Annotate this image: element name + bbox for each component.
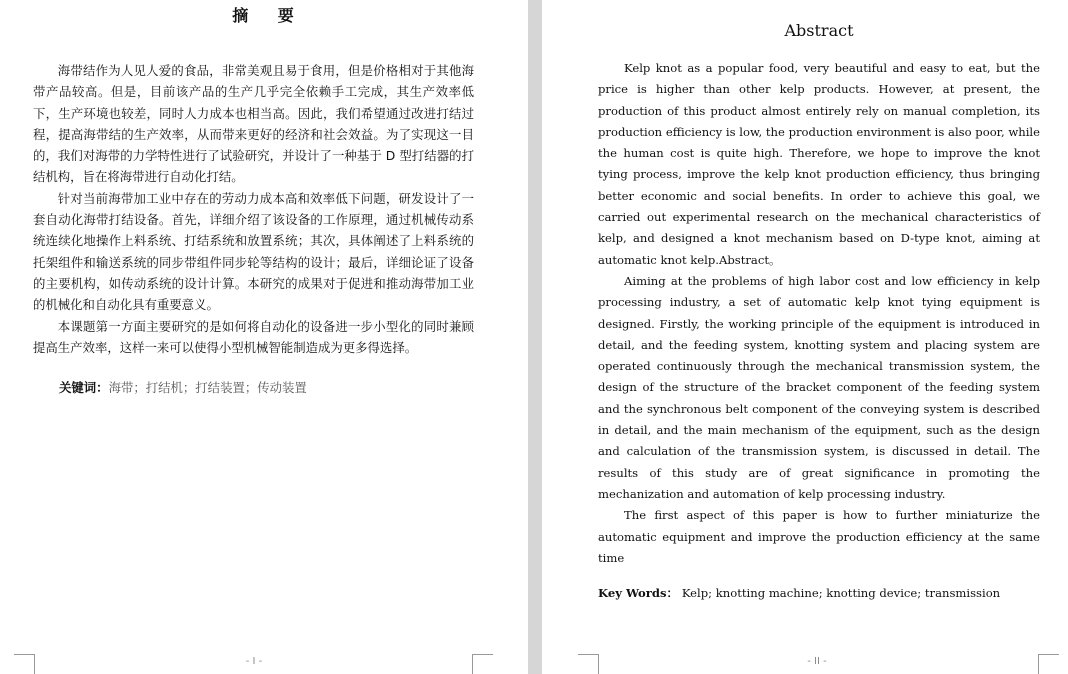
abstract-paragraph: 针对当前海带加工业中存在的劳动力成本高和效率低下问题，研发设计了一套自动化海带打结设备。首先，详细介绍了该设备的工作原理，通过机械传动系统连续化地操作上料系统、打结系统和放置系统；其次，具体阐述了上料系统的托架组件和输送系统的同步带组件同步轮等结构的设计；最后，详细论证了设备的主要机构，如传动系统的设计计算。本研究的成果对于促进和推动海带加工业的机械化和自动化具有重要意义。 [33, 190, 474, 313]
abstract-paragraph: Aiming at the problems of high labor cost and low efficiency in kelp processing industry, a set of automatic kelp knot tying equipment is designed. Firstly, the working principle of the equipment is introduced in detail, and the feeding system, knotting system and placing system are operated continuously through the mechanical transmission system, the design of the structure of the bracket component of the feeding system and the synchronous belt component of the conveying system is described in detail, and the main mechanism of the equipment, such as the design and calculation of the transmission system, is discussed in detail. The results of this study are of great significance in promoting the mechanization and automation of kelp processing industry. [598, 273, 1040, 501]
margin-corner-mark [472, 654, 493, 674]
abstract-body [33, 60, 474, 358]
keywords-value: Kelp; knotting machine; knotting device; transmission [681, 586, 1001, 600]
page-number: - I - [245, 656, 263, 667]
keywords-label: 关键词： [59, 380, 109, 395]
page-title: Abstract [784, 21, 854, 40]
abstract-paragraph: 本课题第一方面主要研究的是如何将自动化的设备进一步小型化的同时兼顾提高生产效率，这样一来可以使得小型机械智能制造成为更多得选择。 [33, 318, 474, 355]
keywords-line [598, 583, 1058, 603]
margin-corner-mark [578, 654, 599, 674]
english-abstract-page [542, 0, 1068, 674]
keywords-label: Key Words： [598, 586, 679, 600]
page-gap [528, 0, 542, 674]
abstract-paragraph: 海带结作为人见人爱的食品，非常美观且易于食用，但是价格相对于其他海带产品较高。但是，目前该产品的生产几乎完全依赖手工完成，其生产效率低下，生产环境也较差，同时人力成本也相当高。因此，我们希望通过改进打结过程，提高海带结的生产效率，从而带来更好的经济和社会效益。为了实现这一目的，我们对海带的力学特性进行了试验研究，并设计了一种基于 D 型打结器的打结机构，旨在将海带进行自动化打结。 [33, 63, 474, 185]
margin-corner-mark [14, 654, 35, 674]
abstract-body [598, 58, 1040, 569]
abstract-paragraph: The first aspect of this paper is how to further miniaturize the automatic equipment and improve the production efficiency at the same time [598, 508, 1040, 565]
keywords-line [59, 378, 307, 398]
keywords-value: 海带；打结机；打结装置；传动装置 [108, 380, 307, 395]
page-number: - II - [807, 656, 827, 667]
page-title: 摘 要 [232, 6, 306, 25]
abstract-paragraph: Kelp knot as a popular food, very beautiful and easy to eat, but the price is higher than other kelp products. However, at present, the production of this product almost entirely rely on manual completion, its production efficiency is low, the production environment is also poor, while the human cost is quite high. Therefore, we hope to improve the knot tying process, improve the kelp knot production efficiency, thus bringing better economic and social benefits. In order to achieve this goal, we carried out experimental research on the mechanical characteristics of kelp, and designed a knot mechanism based on D-type knot, aiming at automatic knot kelp.Abstract。 [598, 61, 1040, 267]
chinese-abstract-page [0, 0, 528, 674]
margin-corner-mark [1038, 654, 1059, 674]
